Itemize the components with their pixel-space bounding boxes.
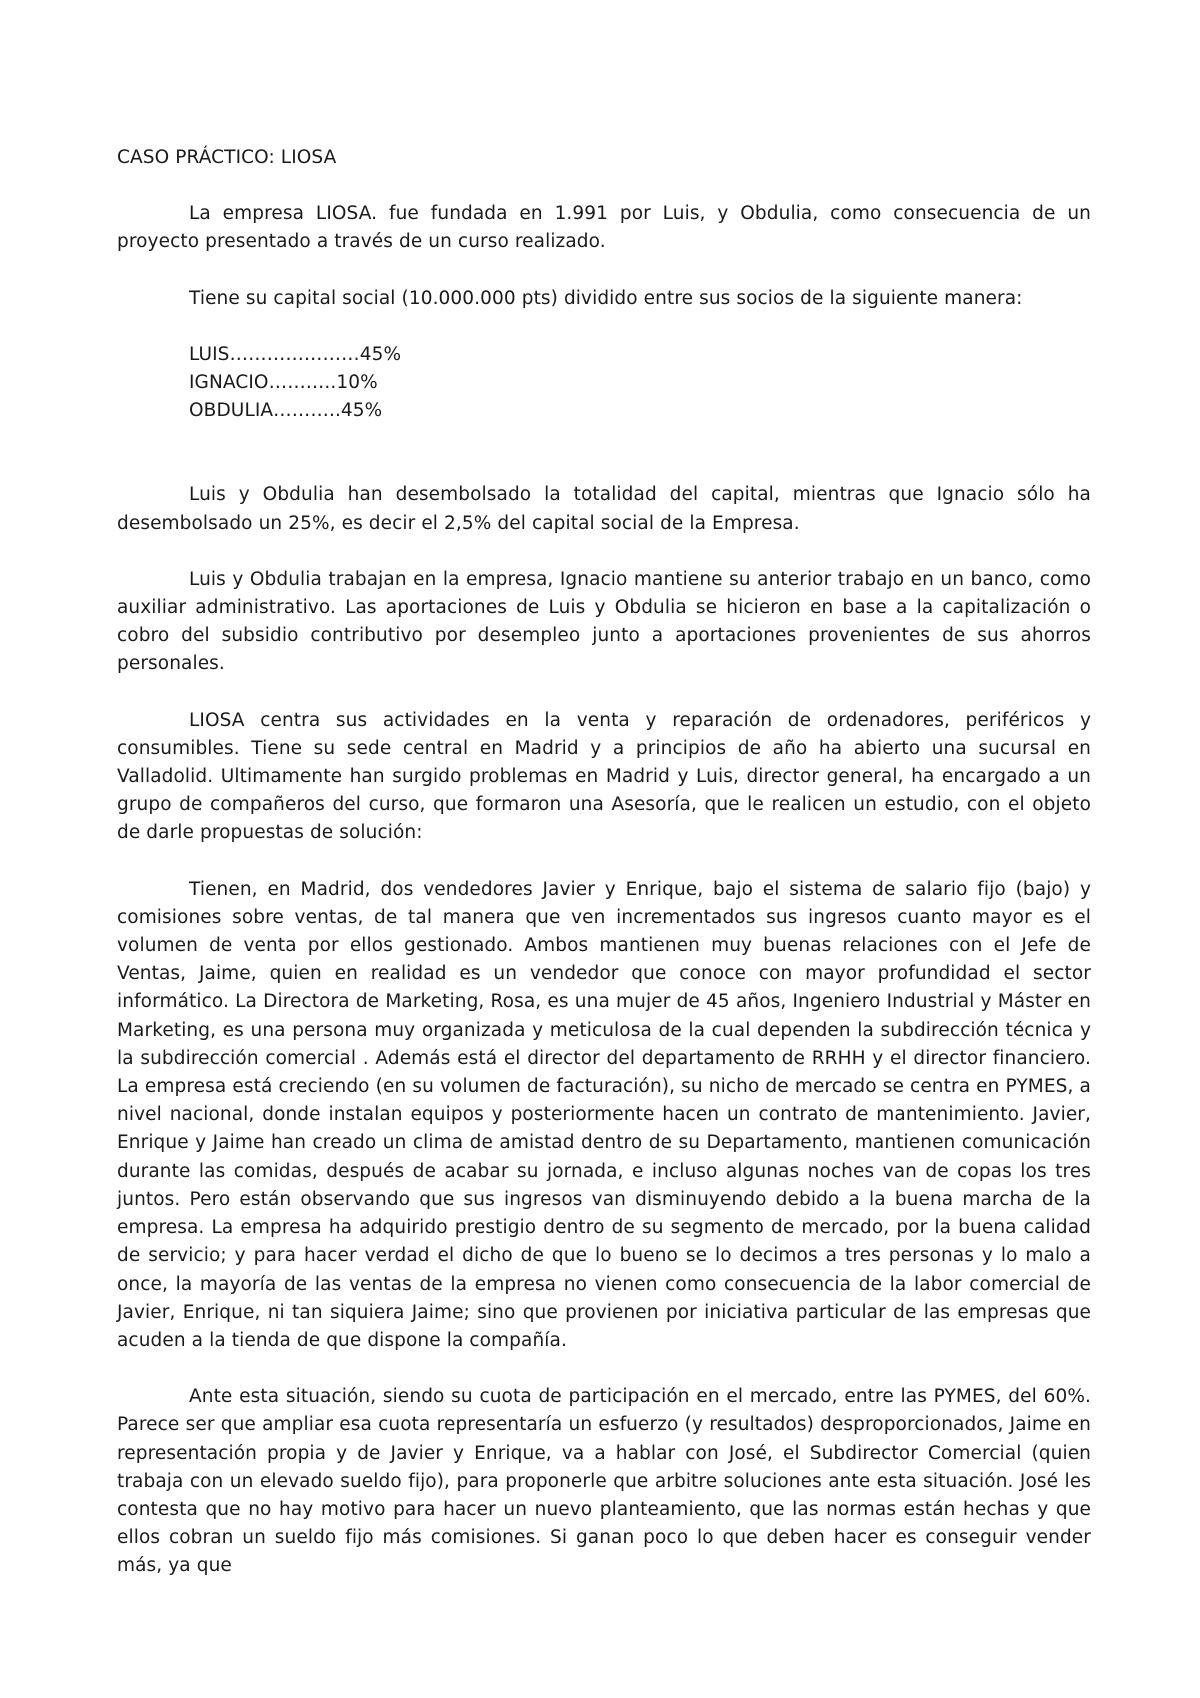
shareholder-item-ignacio: IGNACIO………..10%: [189, 372, 378, 394]
intro-paragraph: La empresa LIOSA. fue fundada en 1.991 por Luis, y Obdulia, como consecuencia de un proyecto presentado a través de un curso realizado.: [117, 203, 1091, 253]
document-body: [117, 144, 1091, 1609]
paragraph-activities: LIOSA centra sus actividades en la venta y reparación de ordenadores, periféricos y consumibles. Tiene su sede central en Madrid y a principios de año ha abierto una sucursal en Valladolid. Ultimamente han surgido problemas en Madrid y Luis, director general, ha encargado a un grupo de compañeros del curso, que formaron una Asesoría, que le realicen un estudio, con el objeto de darle propuestas de solución:: [117, 709, 1091, 844]
shareholder-list: [189, 341, 1091, 426]
paragraph-situation: Ante esta situación, siendo su cuota de participación en el mercado, entre las PYMES, del 60%. Parece ser que ampliar esa cuota representaría un esfuerzo (y resultados) desproporcionados, Jaime en representación propia y de Javier y Enrique, va a hablar con José, el Subdirector Comercial (quien trabaja con un elevado sueldo fijo), para proponerle que arbitre soluciones ante esta situación. José les contesta que no hay motivo para hacer un nuevo planteamiento, que las normas están hechas y que ellos cobran un sueldo fijo más comisiones. Si ganan poco lo que deben hacer es conseguir vender más, ya que: [117, 1386, 1091, 1577]
capital-paragraph: Tiene su capital social (10.000.000 pts) dividido entre sus socios de la siguiente manera:: [189, 287, 1023, 309]
document-title: CASO PRÁCTICO: LIOSA: [117, 147, 337, 168]
paragraph-work: Luis y Obdulia trabajan en la empresa, Ignacio mantiene su anterior trabajo en un banco, como auxiliar administrativo. Las aportaciones de Luis y Obdulia se hicieron en base a la capitalización o cobro del subsidio contributivo por desempleo junto a aportaciones provenientes de sus ahorros personales.: [117, 568, 1091, 675]
shareholder-item-obdulia: OBDULIA………..45%: [189, 400, 383, 422]
paragraph-payment: Luis y Obdulia han desembolsado la totalidad del capital, mientras que Ignacio sólo ha desembolsado un 25%, es decir el 2,5% del capital social de la Empresa.: [117, 484, 1091, 534]
paragraph-sales-team: Tienen, en Madrid, dos vendedores Javier y Enrique, bajo el sistema de salario fijo (bajo) y comisiones sobre ventas, de tal manera que ven incrementados sus ingresos cuanto mayor es el volumen de venta por ellos gestionado. Ambos mantienen muy buenas relaciones con el Jefe de Ventas, Jaime, quien en realidad es un vendedor que conoce con mayor profundidad el sector informático. La Directora de Marketing, Rosa, es una mujer de 45 años, Ingeniero Industrial y Máster en Marketing, es una persona muy organizada y meticulosa de la cual dependen la subdirección técnica y la subdirección comercial . Además está el director del departamento de RRHH y el director financiero. La empresa está creciendo (en su volumen de facturación), su nicho de mercado se centra en PYMES, a nivel nacional, donde instalan equipos y posteriormente hacen un contrato de mantenimiento. Javier, Enrique y Jaime han creado un clima de amistad dentro de su Departamento, mantienen comunicación durante las comidas, después de acabar su jornada, e incluso algunas noches van de copas los tres juntos. Pero están observando que sus ingresos van disminuyendo debido a la buena marcha de la empresa. La empresa ha adquirido prestigio dentro de su segmento de mercado, por la buena calidad de servicio; y para hacer verdad el dicho de que lo bueno se lo decimos a tres personas y lo malo a once, la mayoría de las ventas de la empresa no vienen como consecuencia de la labor comercial de Javier, Enrique, ni tan siquiera Jaime; sino que provienen por iniciativa particular de las empresas que acuden a la tienda de que dispone la compañía.: [117, 878, 1091, 1351]
shareholder-item-luis: LUIS…………………45%: [189, 343, 402, 365]
